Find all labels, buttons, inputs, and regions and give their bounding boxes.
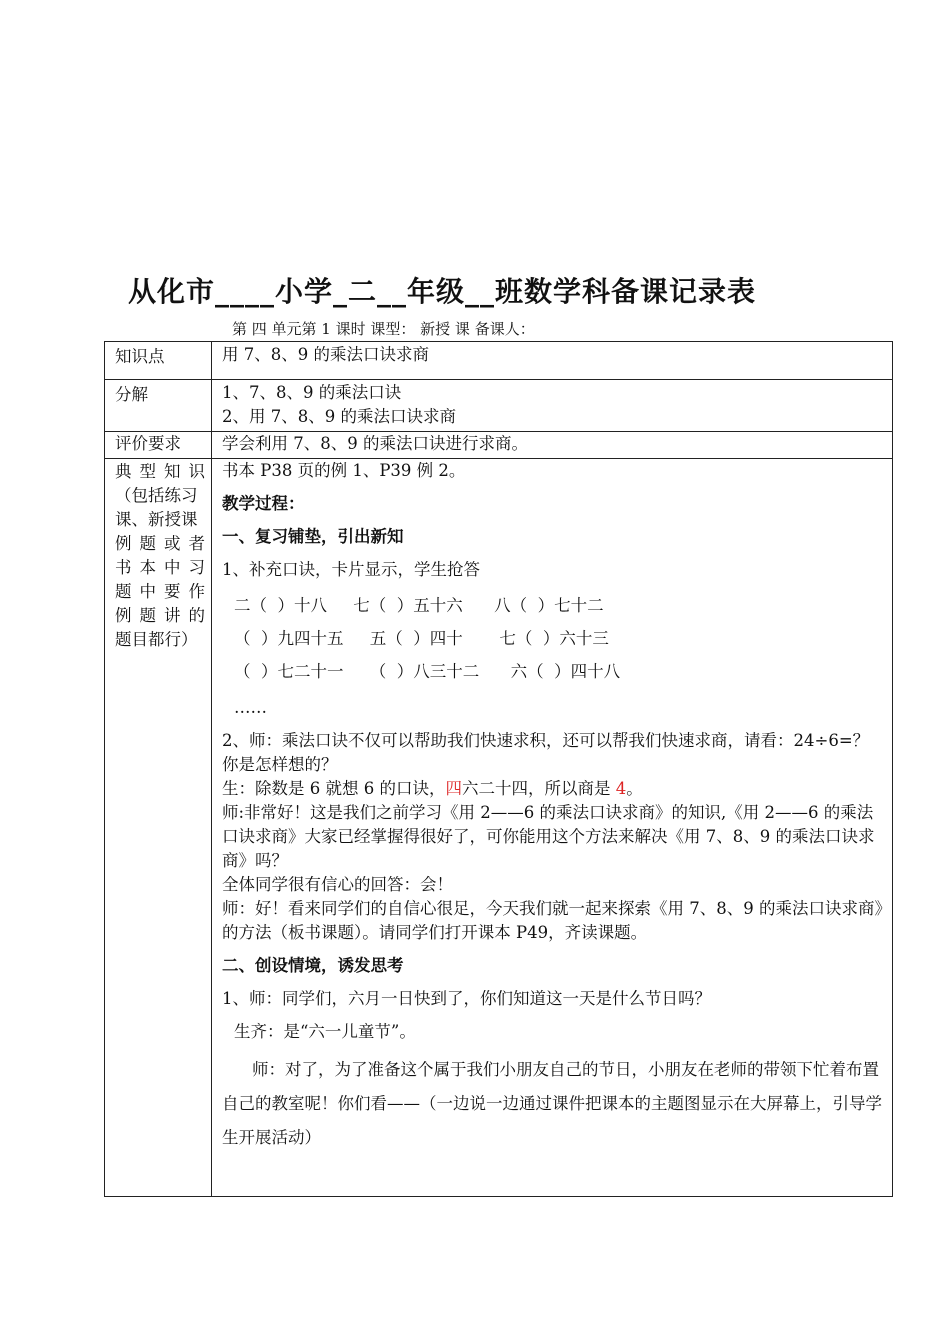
- highlight-text: 四: [445, 779, 462, 798]
- decompose-item: 2、用 7、8、9 的乘法口诀求商: [222, 407, 456, 426]
- typical-label-line: 例 题 或 者: [115, 534, 205, 553]
- row-evaluation: [105, 432, 893, 459]
- lesson-plan-table: [104, 341, 893, 1197]
- student-answer-text: 生：除数是 6 就想 6 的口诀，: [222, 779, 446, 798]
- typical-label-line: 书 本 中 习: [115, 558, 205, 577]
- typical-label-line: 例 题 讲 的: [115, 606, 205, 625]
- label-knowledge-point: 知识点: [105, 342, 212, 380]
- student-answer: 生齐：是“六一儿童节”。: [234, 1022, 416, 1041]
- row-knowledge-point: [105, 342, 893, 380]
- typical-label-line: 题目都行）: [115, 630, 198, 649]
- value-decompose: [212, 380, 893, 432]
- row-typical: [105, 459, 893, 1197]
- row-decompose: [105, 380, 893, 432]
- section-heading: 一、复习铺垫，引出新知: [222, 527, 404, 546]
- step-text: 1、补充口诀，卡片显示，学生抢答: [222, 560, 480, 579]
- teacher-remark: 师：好！看来同学们的自信心很足，今天我们就一起来探索《用 7、8、9 的乘法口诀求商》的方法（板书课题）。请同学们打开课本 P49，齐读课题。: [222, 899, 883, 942]
- typical-label-line: 典 型 知 识: [115, 462, 205, 481]
- textbook-reference: 书本 P38 页的例 1、P39 例 2。: [222, 461, 466, 480]
- drill-line: （ ）九四十五 五（ ）四十 七（ ）六十三: [234, 629, 609, 648]
- student-answer-text: 。: [626, 779, 643, 798]
- teacher-remark: 师：对了，为了准备这个属于我们小朋友自己的节日，小朋友在老师的带领下忙着布置自己的教室呢！你们看——（一边说一边通过课件把课本的主题图显示在大屏幕上，引导学生开展活动）: [222, 1060, 882, 1147]
- process-heading: 教学过程：: [222, 494, 305, 513]
- value-evaluation: 学会利用 7、8、9 的乘法口诀进行求商。: [212, 432, 893, 459]
- drill-line: （ ）七二十一 （ ）八三十二 六（ ）四十八: [234, 662, 621, 681]
- value-knowledge-point: 用 7、8、9 的乘法口诀求商: [212, 342, 893, 380]
- student-answer-text: 六二十四，所以商是: [461, 779, 616, 798]
- lesson-info-line: 第 四 单元第 1 课时 课型： 新授 课 备课人：: [232, 320, 535, 338]
- step-text: 1、师：同学们，六月一日快到了，你们知道这一天是什么节日吗？: [222, 989, 711, 1008]
- class-answer: 全体同学很有信心的回答：会！: [222, 875, 453, 894]
- page-title: 从化市____小学_二__年级__班数学科备课记录表: [128, 275, 757, 308]
- lesson-content: [212, 459, 893, 1197]
- drill-line: 二（ ）十八 七（ ）五十六 八（ ）七十二: [234, 596, 604, 615]
- typical-label-line: （包括练习: [115, 486, 198, 505]
- step-text: 2、师：乘法口诀不仅可以帮助我们快速求积，还可以帮我们快速求商，请看：24÷6=？你是怎样想的？: [222, 731, 870, 774]
- typical-label-line: 题 中 要 作: [115, 582, 205, 601]
- section-heading: 二、创设情境，诱发思考: [222, 956, 404, 975]
- highlight-text: 4: [615, 779, 627, 798]
- label-evaluation: 评价要求: [105, 432, 212, 459]
- label-typical: [105, 459, 212, 1197]
- label-decompose: 分解: [105, 380, 212, 432]
- typical-label-line: 课、新授课: [115, 510, 198, 529]
- ellipsis: ……: [234, 698, 267, 717]
- decompose-item: 1、7、8、9 的乘法口诀: [222, 383, 402, 402]
- teacher-remark: 师:非常好！这是我们之前学习《用 2——6 的乘法口诀求商》的知识,《用 2——6 的乘法口诀求商》大家已经掌握得很好了，可你能用这个方法来解决《用 7、8、9 的乘法口诀求商》吗？: [222, 803, 875, 870]
- student-answer: [222, 777, 884, 801]
